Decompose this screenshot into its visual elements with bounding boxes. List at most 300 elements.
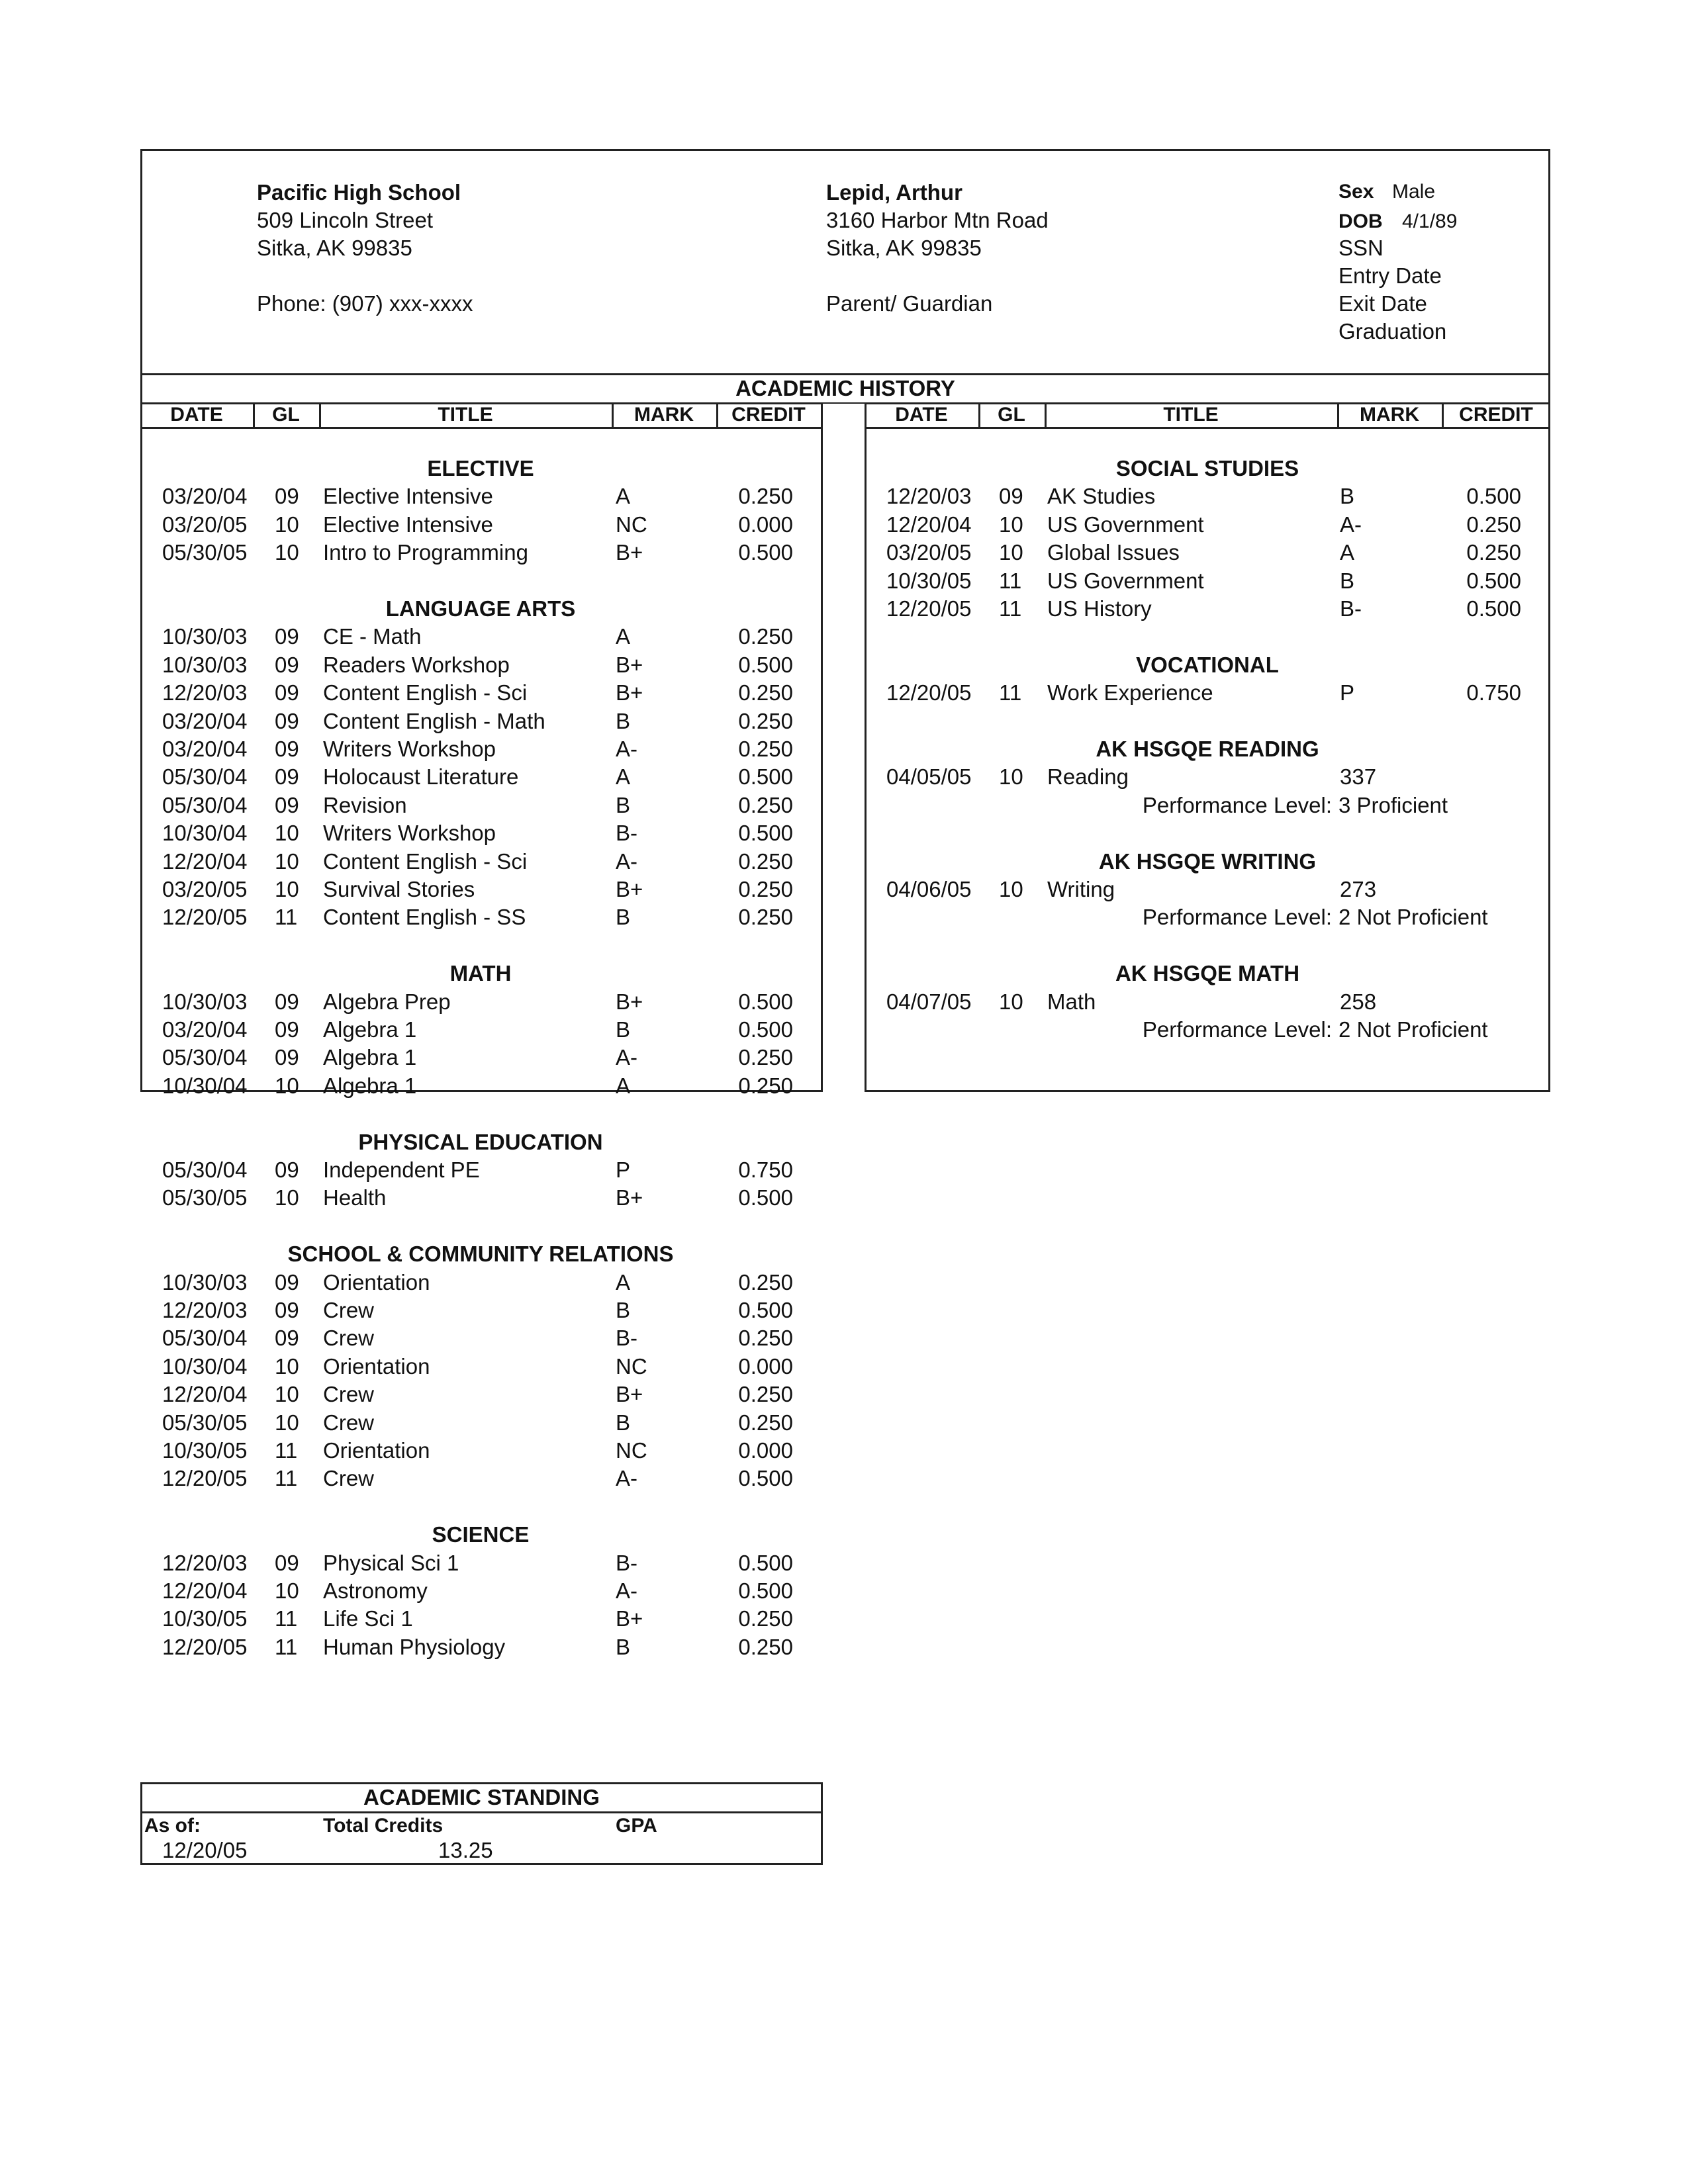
course-date: 12/20/03 [886,484,972,508]
course-credit: 0.250 [738,1410,793,1435]
ssn-label: SSN [1338,236,1383,260]
course-credit: 0.500 [738,764,793,789]
sex-value: Male [1392,181,1436,203]
course-date: 10/30/05 [162,1606,248,1631]
performance-level-value: 2 Not Proficient [1338,905,1488,929]
guardian-label: Parent/ Guardian [826,291,993,316]
course-grade-level: 10 [999,764,1023,789]
course-title: Algebra 1 [323,1045,417,1069]
course-credit: 0.250 [738,905,793,929]
right-history-list [865,455,1550,1042]
course-grade-level: 09 [275,737,299,761]
course-row [865,763,1550,791]
course-row [140,1633,821,1661]
course-row [140,1156,821,1184]
course-grade-level: 09 [275,1017,299,1042]
course-title: Writers Workshop [323,737,496,761]
course-title: Independent PE [323,1158,480,1182]
course-date: 10/30/05 [886,569,972,593]
course-grade-level: 09 [275,1551,299,1575]
course-grade-level: 09 [275,680,299,705]
course-row [140,1605,821,1633]
course-row [140,1044,821,1071]
course-credit: 0.750 [738,1158,793,1182]
course-title: Elective Intensive [323,484,493,508]
col-gl-left: GL [272,404,300,426]
course-mark: A [616,484,631,508]
course-date: 12/20/03 [162,1551,248,1575]
course-mark: B [616,1410,631,1435]
course-grade-level: 10 [275,877,299,901]
course-credit: 0.250 [1466,512,1521,537]
course-credit: 0.250 [738,1270,793,1295]
course-date: 05/30/04 [162,1158,248,1182]
course-credit: 0.500 [738,1578,793,1603]
course-mark: NC [616,512,647,537]
section-heading: MATH [449,961,512,985]
course-mark: B [616,905,631,929]
graduation-label: Graduation [1338,319,1447,343]
course-title: Human Physiology [323,1635,506,1659]
course-credit: 0.500 [738,989,793,1014]
col-credit-left: CREDIT [731,404,806,426]
left-panel-right-edge [821,402,823,1092]
course-date: 03/20/04 [162,484,248,508]
school-city: Sitka, AK 99835 [257,236,412,260]
course-date: 10/30/04 [162,821,248,845]
course-grade-level: 10 [275,1382,299,1406]
exit-date-label: Exit Date [1338,291,1427,316]
course-mark: B [616,1017,631,1042]
course-mark: A [616,624,631,649]
course-date: 10/30/04 [162,1073,248,1098]
course-mark: P [1340,680,1355,705]
student-city: Sitka, AK 99835 [826,236,982,260]
course-title: Algebra Prep [323,989,451,1014]
section-heading: AK HSGQE WRITING [1098,849,1317,874]
course-mark: A- [616,849,637,874]
course-credit: 0.250 [738,849,793,874]
course-mark: 258 [1340,989,1377,1014]
course-grade-level: 09 [999,484,1023,508]
course-row [140,482,821,510]
course-grade-level: 11 [999,569,1022,593]
course-credit: 0.000 [738,1354,793,1379]
col-title-right: TITLE [1163,404,1219,426]
course-mark: A- [616,737,637,761]
course-grade-level: 10 [275,849,299,874]
course-credit: 0.250 [738,624,793,649]
course-row [140,1184,821,1212]
course-mark: B+ [616,1606,643,1631]
course-mark: B+ [616,540,643,565]
section-heading: VOCATIONAL [1136,653,1279,677]
as-of-label: As of: [144,1815,201,1837]
course-grade-level: 09 [275,653,299,677]
course-row [140,1465,821,1492]
course-mark: A- [1340,512,1362,537]
course-credit: 0.250 [738,877,793,901]
course-date: 10/30/03 [162,989,248,1014]
section-heading: LANGUAGE ARTS [385,596,576,621]
col-gl-right: GL [998,404,1025,426]
course-credit: 0.500 [738,1298,793,1322]
performance-level-value: 2 Not Proficient [1338,1017,1488,1042]
course-row [865,988,1550,1016]
course-title: Readers Workshop [323,653,510,677]
course-grade-level: 10 [999,540,1023,565]
total-credits-value: 13.25 [438,1838,493,1862]
course-date: 12/20/05 [886,680,972,705]
course-date: 05/30/05 [162,540,248,565]
performance-level-row [865,1016,1550,1044]
course-mark: B [616,793,631,817]
course-mark: B- [1340,596,1362,621]
course-date: 03/20/05 [886,540,972,565]
course-grade-level: 09 [275,1270,299,1295]
course-credit: 0.500 [738,540,793,565]
course-row [140,763,821,791]
course-row [140,707,821,735]
course-title: US Government [1047,512,1204,537]
course-grade-level: 09 [275,709,299,733]
course-title: Writers Workshop [323,821,496,845]
section-heading: AK HSGQE READING [1096,737,1319,761]
section-heading: PHYSICAL EDUCATION [358,1130,603,1154]
course-row [865,539,1550,567]
course-mark: 337 [1340,764,1377,789]
course-date: 03/20/04 [162,709,248,733]
course-title: Work Experience [1047,680,1213,705]
course-title: Algebra 1 [323,1073,417,1098]
course-mark: P [616,1158,631,1182]
course-date: 12/20/05 [886,596,972,621]
course-date: 05/30/05 [162,1185,248,1210]
course-mark: B+ [616,653,643,677]
course-title: AK Studies [1047,484,1156,508]
course-title: Reading [1047,764,1129,789]
course-title: Holocaust Literature [323,764,519,789]
course-title: Orientation [323,1354,430,1379]
course-date: 05/30/04 [162,1045,248,1069]
course-row [140,1409,821,1437]
course-credit: 0.500 [738,1466,793,1490]
course-date: 12/20/03 [162,1298,248,1322]
gpa-label: GPA [616,1815,657,1837]
course-mark: 273 [1340,877,1377,901]
course-row [140,1297,821,1324]
course-grade-level: 09 [275,1045,299,1069]
course-mark: B [1340,569,1355,593]
course-date: 05/30/04 [162,764,248,789]
course-date: 05/30/04 [162,1326,248,1350]
course-row [865,595,1550,623]
course-title: Survival Stories [323,877,475,901]
course-row [140,848,821,876]
course-title: Intro to Programming [323,540,528,565]
course-row [865,511,1550,539]
col-credit-right: CREDIT [1459,404,1533,426]
course-date: 04/07/05 [886,989,972,1014]
course-title: Physical Sci 1 [323,1551,459,1575]
course-grade-level: 10 [999,877,1023,901]
course-grade-level: 10 [275,540,299,565]
section-heading: SOCIAL STUDIES [1115,456,1299,480]
course-grade-level: 11 [999,596,1022,621]
course-grade-level: 09 [275,989,299,1014]
course-credit: 0.000 [738,512,793,537]
course-row [140,735,821,763]
as-of-value: 12/20/05 [162,1838,248,1862]
course-credit: 0.250 [738,1045,793,1069]
course-title: Content English - Sci [323,680,528,705]
col-date-left: DATE [170,404,223,426]
course-mark: B [616,709,631,733]
course-mark: B [616,1298,631,1322]
course-title: Elective Intensive [323,512,493,537]
course-date: 12/20/03 [162,680,248,705]
student-street: 3160 Harbor Mtn Road [826,208,1049,232]
course-credit: 0.500 [1466,569,1521,593]
course-date: 05/30/05 [162,1410,248,1435]
course-title: Crew [323,1326,375,1350]
course-mark: B+ [616,680,643,705]
course-grade-level: 09 [275,1158,299,1182]
course-row [865,482,1550,510]
course-credit: 0.250 [1466,540,1521,565]
course-date: 05/30/04 [162,793,248,817]
course-row [140,1437,821,1465]
course-title: Math [1047,989,1096,1014]
course-row [140,819,821,847]
course-row [140,1016,821,1044]
course-mark: A [616,764,631,789]
course-date: 12/20/04 [162,849,248,874]
course-date: 12/20/05 [162,1635,248,1659]
total-credits-label: Total Credits [323,1815,444,1837]
course-mark: A- [616,1045,637,1069]
course-grade-level: 10 [275,821,299,845]
course-mark: NC [616,1354,647,1379]
course-date: 12/20/04 [886,512,972,537]
col-mark-right: MARK [1360,404,1419,426]
course-credit: 0.500 [1466,484,1521,508]
course-date: 03/20/04 [162,1017,248,1042]
school-street: 509 Lincoln Street [257,208,434,232]
course-date: 12/20/04 [162,1578,248,1603]
course-row [140,511,821,539]
course-row [865,567,1550,595]
course-credit: 0.500 [738,1551,793,1575]
course-credit: 0.250 [738,484,793,508]
course-title: Crew [323,1466,375,1490]
course-grade-level: 10 [999,512,1023,537]
course-credit: 0.500 [738,821,793,845]
course-credit: 0.000 [738,1438,793,1463]
course-date: 03/20/04 [162,737,248,761]
course-row [865,679,1550,707]
course-grade-level: 11 [275,1466,298,1490]
course-title: Astronomy [323,1578,428,1603]
course-title: Orientation [323,1438,430,1463]
course-grade-level: 10 [999,989,1023,1014]
performance-level-row [865,792,1550,819]
course-credit: 0.250 [738,1073,793,1098]
course-grade-level: 09 [275,1298,299,1322]
course-credit: 0.250 [738,709,793,733]
course-grade-level: 10 [275,512,299,537]
performance-level-label: Performance Level: [1142,793,1332,817]
course-date: 10/30/03 [162,1270,248,1295]
course-grade-level: 10 [275,1410,299,1435]
section-heading: AK HSGQE MATH [1115,961,1300,985]
course-row [140,792,821,819]
section-heading: SCIENCE [432,1522,530,1547]
course-date: 04/05/05 [886,764,972,789]
course-row [140,1324,821,1352]
sex-label: Sex [1338,181,1374,203]
course-date: 04/06/05 [886,877,972,901]
performance-level-label: Performance Level: [1142,1017,1332,1042]
course-credit: 0.750 [1466,680,1521,705]
course-credit: 0.250 [738,680,793,705]
course-mark: B+ [616,1382,643,1406]
course-row [140,1353,821,1381]
course-title: Content English - Math [323,709,545,733]
course-credit: 0.250 [738,793,793,817]
course-row [865,876,1550,903]
academic-standing-title: ACADEMIC STANDING [363,1785,600,1809]
entry-date-label: Entry Date [1338,263,1442,288]
course-title: Global Issues [1047,540,1180,565]
course-row [140,903,821,931]
course-title: Revision [323,793,407,817]
course-row [140,539,821,567]
course-date: 12/20/05 [162,1466,248,1490]
dob-value: 4/1/89 [1402,210,1458,232]
course-title: Writing [1047,877,1115,901]
course-credit: 0.250 [738,1606,793,1631]
dob-label: DOB [1338,210,1383,232]
course-date: 12/20/05 [162,905,248,929]
course-row [140,623,821,651]
col-date-right: DATE [895,404,948,426]
academic-history-title: ACADEMIC HISTORY [735,376,955,400]
course-title: Life Sci 1 [323,1606,413,1631]
school-name: Pacific High School [257,180,461,205]
performance-level-row [865,903,1550,931]
performance-level-value: 3 Proficient [1338,793,1448,817]
course-date: 10/30/05 [162,1438,248,1463]
performance-level-label: Performance Level: [1142,905,1332,929]
course-mark: B [1340,484,1355,508]
course-mark: B+ [616,877,643,901]
course-mark: A [616,1270,631,1295]
course-mark: NC [616,1438,647,1463]
course-mark: B- [616,1326,637,1350]
course-credit: 0.500 [738,653,793,677]
course-date: 03/20/05 [162,877,248,901]
course-title: Content English - SS [323,905,526,929]
col-title-left: TITLE [438,404,493,426]
course-grade-level: 11 [275,905,298,929]
course-date: 03/20/05 [162,512,248,537]
course-mark: B+ [616,1185,643,1210]
course-grade-level: 10 [275,1354,299,1379]
course-grade-level: 11 [275,1438,298,1463]
course-grade-level: 10 [275,1578,299,1603]
course-row [140,1577,821,1605]
course-grade-level: 09 [275,624,299,649]
course-title: US Government [1047,569,1204,593]
section-heading: ELECTIVE [427,456,534,480]
course-mark: B- [616,821,637,845]
course-grade-level: 10 [275,1073,299,1098]
course-credit: 0.250 [738,737,793,761]
panel-gap [823,404,865,1094]
course-grade-level: 10 [275,1185,299,1210]
course-grade-level: 11 [275,1606,298,1631]
course-row [140,679,821,707]
course-row [140,1269,821,1297]
course-credit: 0.500 [738,1017,793,1042]
course-date: 10/30/03 [162,653,248,677]
course-title: Content English - Sci [323,849,528,874]
course-row [140,1381,821,1408]
course-title: Crew [323,1410,375,1435]
left-history-list [140,455,821,1659]
course-row [140,1549,821,1577]
course-mark: B- [616,1551,637,1575]
course-grade-level: 11 [275,1635,298,1659]
course-row [140,876,821,903]
course-mark: B [616,1635,631,1659]
course-title: Orientation [323,1270,430,1295]
course-grade-level: 09 [275,484,299,508]
school-phone: Phone: (907) xxx-xxxx [257,291,473,316]
course-row [140,988,821,1016]
course-grade-level: 11 [999,680,1022,705]
course-date: 10/30/04 [162,1354,248,1379]
course-date: 12/20/04 [162,1382,248,1406]
course-mark: A- [616,1578,637,1603]
course-row [140,651,821,679]
course-grade-level: 09 [275,1326,299,1350]
course-credit: 0.250 [738,1326,793,1350]
course-credit: 0.250 [738,1635,793,1659]
course-title: CE - Math [323,624,422,649]
course-credit: 0.500 [738,1185,793,1210]
course-credit: 0.500 [1466,596,1521,621]
course-title: Health [323,1185,387,1210]
col-mark-left: MARK [634,404,694,426]
course-credit: 0.250 [738,1382,793,1406]
standing-divider [140,1811,823,1813]
course-grade-level: 09 [275,793,299,817]
section-heading: SCHOOL & COMMUNITY RELATIONS [287,1242,674,1266]
course-title: Crew [323,1382,375,1406]
course-title: Algebra 1 [323,1017,417,1042]
student-name: Lepid, Arthur [826,180,962,205]
course-mark: A- [616,1466,637,1490]
course-mark: A [616,1073,631,1098]
course-title: Crew [323,1298,375,1322]
course-date: 10/30/03 [162,624,248,649]
course-row [140,1072,821,1100]
course-grade-level: 09 [275,764,299,789]
course-title: US History [1047,596,1152,621]
course-mark: B+ [616,989,643,1014]
